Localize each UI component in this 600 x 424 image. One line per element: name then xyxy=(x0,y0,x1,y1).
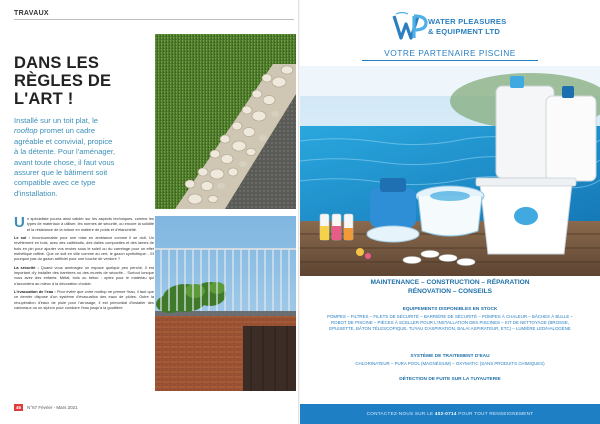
paragraph-3-label: La sécurité : xyxy=(14,264,39,270)
lead-rooftop-word: rooftop xyxy=(14,126,38,136)
page-footer xyxy=(14,404,78,411)
treatment-block xyxy=(320,354,580,367)
company-logo xyxy=(392,12,428,47)
article-body xyxy=(14,216,154,314)
services-line-1: MAINTENANCE – CONSTRUCTION – RÉPARATION xyxy=(370,279,530,286)
page-number: 46 xyxy=(16,405,22,410)
treatment-list: CHLORINATEUR – PURA POOL (MAGNÉSIUM) – OXYMATIC (SANS PRODUITS CHIMIQUES) xyxy=(355,361,545,366)
paragraph-2-label: Le sol : xyxy=(14,235,30,241)
tagline-underline xyxy=(362,60,538,61)
body-paragraph-2-text: Incontournable pour une mise en ambiance comme il se doit. Un revêtement en bois, avec des caillebotis, des dalles composites et des lames de bois en pin pour ajouter vos envies sous le soleil ou du carrelage pour un effet esthétique raffiné. Que ce soit en ville comme au vert, le gazon synthétique... Et pourquoi pas du gazon artificiel pour une touche de verdure ? xyxy=(14,235,154,262)
lead-line-2-rest: promet un cadre xyxy=(37,126,96,136)
body-paragraph-3-text: Quand vous aménagez un espace quelque peu perché, il est important d'y installer des barrières ou des murets de sécurité... Surtout lorsque vous avez des enfants. Métal, bois ou béton : optez pour le matériau qui s'accordera au mieux à la décoration choisie. xyxy=(14,264,154,286)
services-line-2: RÉNOVATION – CONSEILS xyxy=(407,288,493,295)
headline-line-3: L'ART ! xyxy=(14,90,74,108)
body-paragraph-4-text: il faut que ce dernier dispose d'un système d'évacuation des eaux de pluies. Outre la récupération d'eaux de pluie pour l'arrosage, il est primordial d'installer des caniveaux ou un siphon pour conduire l'eau jusqu'à la gouttière. xyxy=(14,289,155,311)
headline-line-1: DANS LES xyxy=(14,54,100,72)
drop-cap: U xyxy=(14,214,25,231)
brand-name-line-1: WATER PLEASURES xyxy=(428,17,507,26)
lead-line-7: compatible avec ce type xyxy=(14,178,96,188)
equipment-heading: EQUIPEMENTS DISPONIBLES EN STOCK xyxy=(402,307,498,312)
lead-line-2 xyxy=(14,126,152,136)
tagline: VOTRE PARTENAIRE PISCINE xyxy=(384,48,516,58)
body-paragraph-1 xyxy=(14,216,154,232)
body-paragraph-4 xyxy=(14,289,154,310)
photo-pebbles-turf xyxy=(155,34,296,209)
paragraph-4-label: L'évacuation de l'eau : xyxy=(14,289,56,295)
leak-detection-block xyxy=(320,377,580,382)
article-lead xyxy=(14,116,152,199)
leak-detection-heading: DÉTECTION DE FUITE SUR LA TUYAUTERIE xyxy=(399,377,501,382)
right-page-advertisement xyxy=(300,0,600,424)
lead-line-6: assurer que le bâtiment soit xyxy=(14,168,108,178)
lead-line-5: avant toute chose, il faut vous xyxy=(14,157,115,167)
contact-bar xyxy=(300,404,600,424)
article-headline xyxy=(14,54,149,108)
equipment-list: POMPES – FILTRES – FILETS DE SÉCURITÉ – BARRIÈRE DE SÉCURITÉ – POMPES À CHALEUR – BÂCHES À BULLE – ROBOT DE PISCINE – PIÈCES À SCELLER POUR L'INSTALLATION DES PISCINES – KIT DE NETTOYAGE (BROSSE, EPUISETTE, BÂTON TÉLESCOPIQUE, TUYAU D'ASPIRATION, BALAI ASPIRATEUR, ETC) – LUMIÈRE LED/HALOGÈNE xyxy=(327,314,573,331)
lead-line-3: agréable et convivial, propice xyxy=(14,136,113,146)
contact-phone[interactable]: 402-0714 xyxy=(434,411,457,416)
brand-name-line-2: & EQUIPMENT LTD xyxy=(428,27,501,36)
paragraph-4-italic: Pour éviter que votre rooftop ne prenne l'eau, xyxy=(55,289,136,295)
headline-line-2: RÈGLES DE xyxy=(14,72,112,90)
section-divider xyxy=(14,19,294,20)
body-paragraph-3 xyxy=(14,265,154,286)
body-paragraph-2 xyxy=(14,235,154,261)
lead-line-1: Installé sur un toit plat, le xyxy=(14,116,98,125)
contact-prefix: CONTACTEZ-NOUS SUR LE xyxy=(366,411,435,416)
equipment-block xyxy=(320,307,580,332)
section-label: TRAVAUX xyxy=(14,10,49,17)
pool-products-photo xyxy=(300,66,600,276)
lead-line-4: à la détente. Pour l'aménager, xyxy=(14,147,116,157)
lead-line-8: d'installation. xyxy=(14,188,58,198)
body-paragraph-1-text: n spécialiste pourra ainsi valider sur les aspects techniques, comme les types de matériaux à utiliser, les normes de sécurité, ou encore la solidité et la résistance de la toiture en matière de poids et d'étanchéité. xyxy=(26,216,154,232)
contact-suffix: POUR TOUT RENSEIGNEMENT xyxy=(456,411,534,416)
treatment-heading: SYSTÈME DE TRAITEMENT D'EAU xyxy=(410,354,490,359)
services-heading xyxy=(300,278,600,296)
issue-info: N°67 Février - Mars 2021 xyxy=(27,405,78,410)
photo-rooftop-railing xyxy=(155,216,296,391)
